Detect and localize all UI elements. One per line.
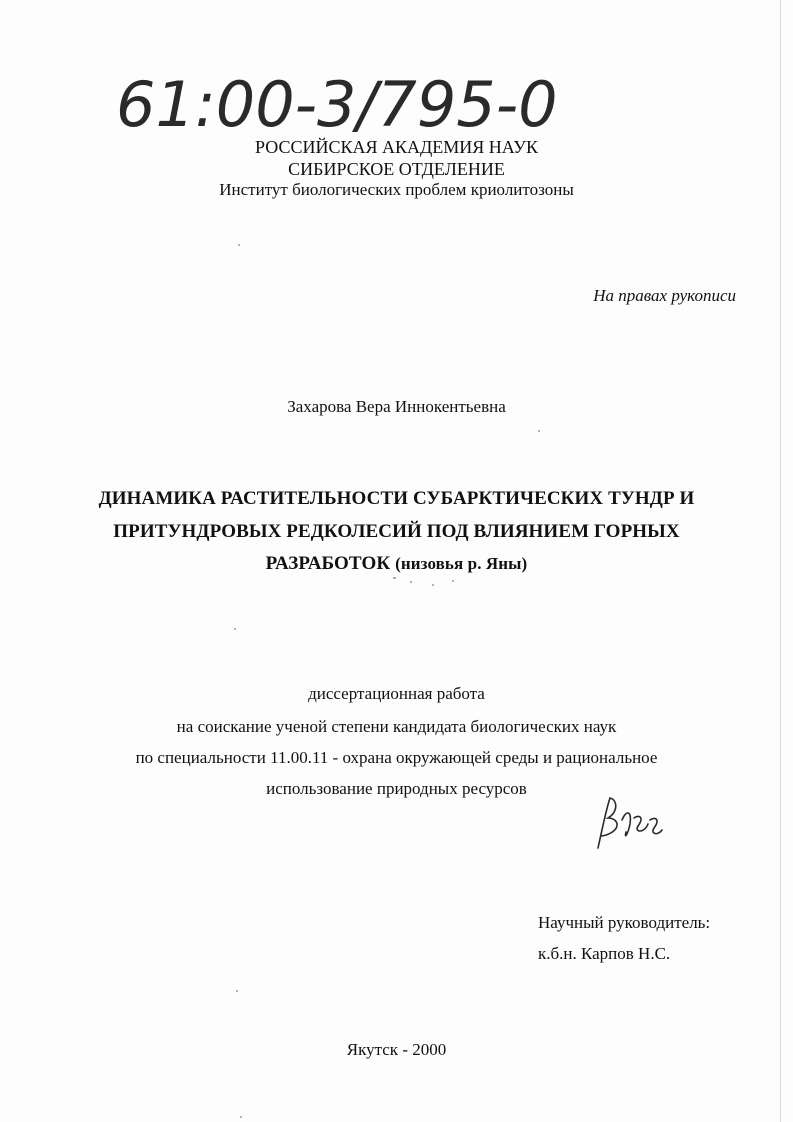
scan-speck — [393, 577, 396, 579]
handwritten-signature — [588, 790, 668, 860]
description-line-2: на соискание ученой степени кандидата биологических наук — [176, 717, 617, 736]
author-name: Захарова Вера Иннокентьевна — [287, 397, 506, 416]
description-line-4: использование природных ресурсов — [266, 779, 527, 798]
title-line-1: ДИНАМИКА РАСТИТЕЛЬНОСТИ СУБАРКТИЧЕСКИХ ТУНДР И — [98, 488, 695, 509]
academy-name: РОССИЙСКАЯ АКАДЕМИЯ НАУК — [255, 137, 538, 157]
scan-speck — [238, 244, 240, 246]
description-line-3: по специальности 11.00.11 - охрана окружающей среды и рациональное — [135, 748, 658, 767]
scan-speck — [236, 990, 238, 992]
title-line-3-sub: (низовья р. Яны) — [395, 554, 528, 573]
title-line-3-main: РАЗРАБОТОК — [265, 553, 391, 574]
scan-speck — [452, 580, 454, 582]
scan-speck — [538, 430, 540, 432]
handwritten-archive-number — [112, 60, 642, 145]
scan-speck — [234, 628, 236, 630]
institute-name: Институт биологических проблем криолитозоны — [219, 180, 574, 199]
scan-speck — [410, 581, 412, 583]
supervisor-name: к.б.н. Карпов Н.С. — [538, 944, 671, 963]
city-year: Якутск - 2000 — [346, 1040, 447, 1059]
branch-name: СИБИРСКОЕ ОТДЕЛЕНИЕ — [288, 159, 505, 179]
supervisor-label: Научный руководитель: — [538, 913, 711, 932]
title-line-3 — [0, 553, 793, 575]
title-line-2: ПРИТУНДРОВЫХ РЕДКОЛЕСИЙ ПОД ВЛИЯНИЕМ ГОРНЫХ — [113, 521, 680, 542]
scan-speck — [240, 1116, 242, 1118]
scan-speck — [432, 584, 434, 586]
rights-note: На правах рукописи — [593, 286, 736, 305]
archive-number-text: 61:00-3/795-0 — [116, 68, 558, 141]
description-line-1: диссертационная работа — [308, 684, 485, 703]
